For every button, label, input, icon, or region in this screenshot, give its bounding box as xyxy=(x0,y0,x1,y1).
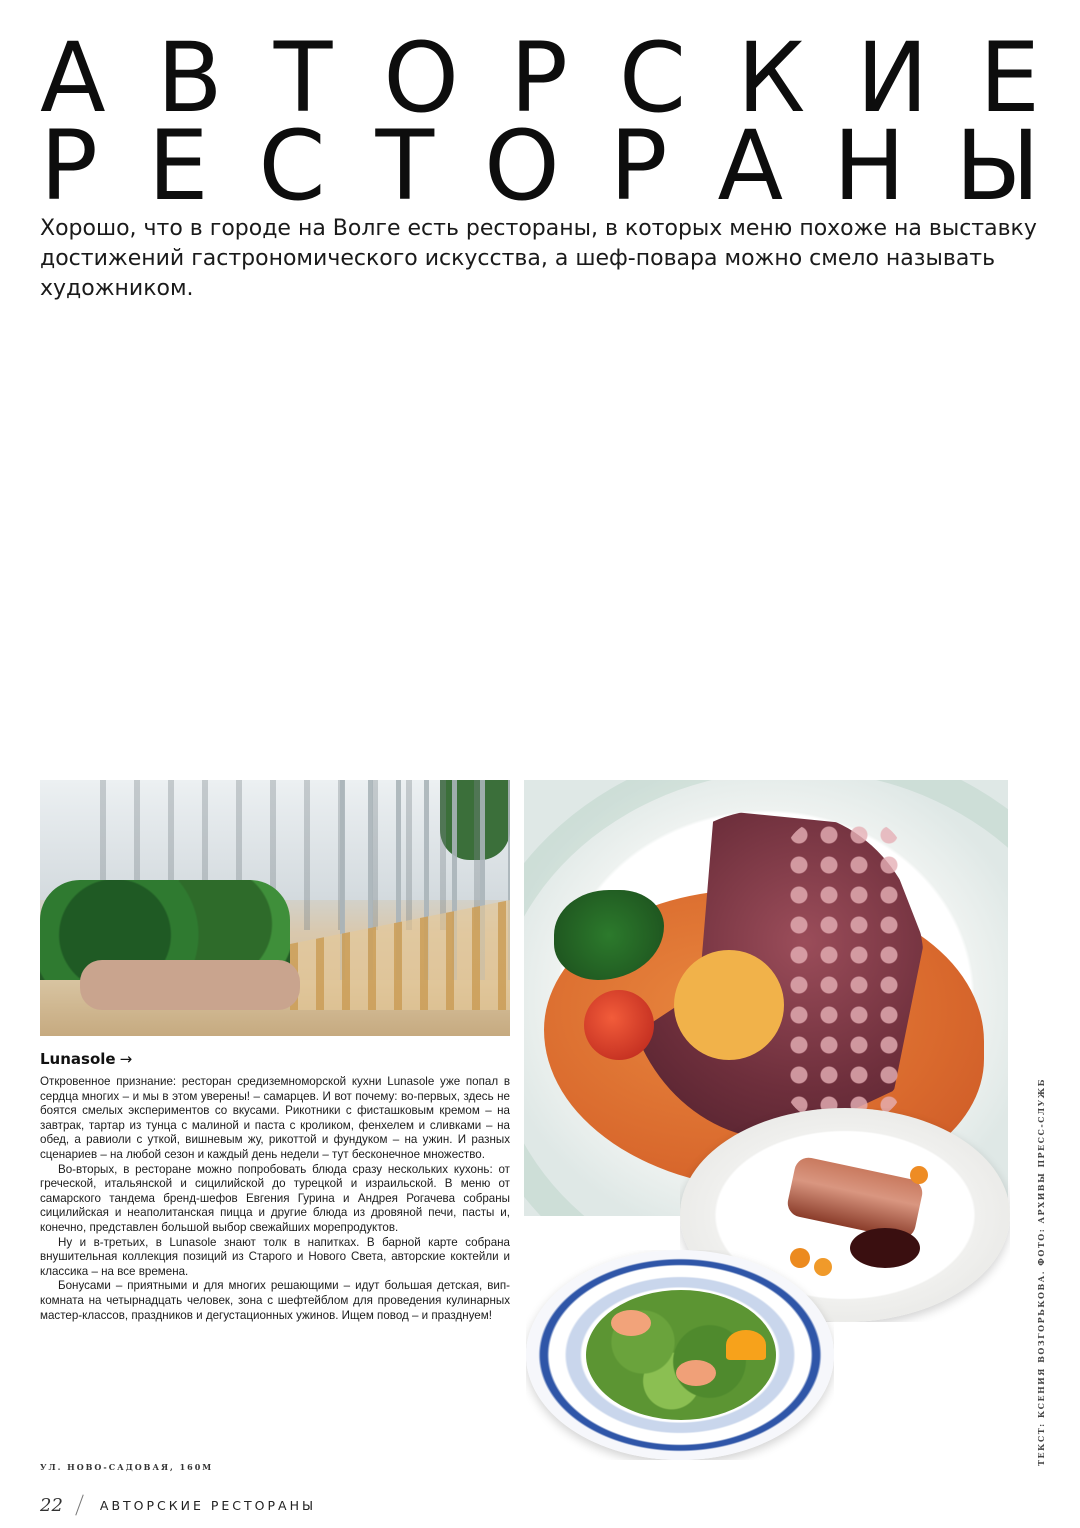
lead-paragraph: Хорошо, что в городе на Волге есть рестораны, в которых меню похоже на выставку достижений гастрономического искусства, а шеф-повара можно смело называть художником. xyxy=(40,216,1037,301)
title-letter: О xyxy=(484,110,560,222)
title-letter: А xyxy=(40,22,106,134)
article-body xyxy=(40,1075,510,1323)
title-letter: Е xyxy=(147,110,209,222)
terrace-photo xyxy=(40,780,510,1036)
title-letter: Е xyxy=(979,22,1040,134)
restaurant-name xyxy=(40,1050,132,1068)
article-paragraph: Ну и в-третьих, в Lunasole знают толк в напитках. В барной карте собрана внушительная коллекция позиций из Старого и Нового Света, авторские коктейли и классика – на все времена. xyxy=(40,1235,510,1278)
title-letter: Т xyxy=(375,110,435,222)
title-letter: Р xyxy=(40,110,98,222)
footer-divider xyxy=(75,1494,83,1515)
article-paragraph: Бонусами – приятными и для многих решающими – идут большая детская, вип-комната на четырнадцать человек, зона с шефтейблом для проведения кулинарных мастер-классов, праздников и дегустационных ужинов. Ищем повод – и празднуем! xyxy=(40,1279,510,1322)
title-letter: О xyxy=(383,22,459,134)
title-letter: Н xyxy=(833,110,906,222)
title-letter: Р xyxy=(510,22,568,134)
page-title-line-2 xyxy=(40,110,1040,222)
title-letter: А xyxy=(717,110,784,222)
title-letter: Т xyxy=(273,22,333,134)
title-letter: С xyxy=(619,22,687,134)
title-letter: Р xyxy=(609,110,668,222)
restaurant-name-text: Lunasole xyxy=(40,1050,116,1068)
title-letter: Ы xyxy=(955,110,1040,222)
article-paragraph: Во-вторых, в ресторане можно попробовать блюда сразу нескольких кухонь: от греческой, итальянской и сицилийской до турецкой и израильской. В меню от самарского тандема бренд-шефов Евгения Гурина и Андрея Рогачева собраны сицилийская и неаполитанская пицца и другие блюда из дровяной печи, пасты и, конечно, представлен большой выбор свежайших морепродуктов. xyxy=(40,1162,510,1234)
photo-credit: ТЕКСТ: КСЕНИЯ ВОЗГОРЬКОВА. ФОТО: АРХИВЫ ПРЕСС-СЛУЖБ xyxy=(1036,1078,1046,1466)
title-letter: С xyxy=(258,110,326,222)
title-letter: И xyxy=(856,22,929,134)
page-footer xyxy=(40,1494,316,1516)
section-name: АВТОРСКИЕ РЕСТОРАНЫ xyxy=(99,1497,317,1513)
restaurant-address: УЛ. НОВО-САДОВАЯ, 160М xyxy=(40,1462,214,1472)
title-letter: К xyxy=(737,22,806,134)
page-number: 22 xyxy=(40,1494,63,1516)
article-paragraph: Откровенное признание: ресторан средиземноморской кухни Lunasole уже попал в сердца многих – и мы в этом уверены! – самарцев. И вот почему: во-первых, здесь не боятся смелых экспериментов со вкусами. Рикотники с фисташковым кремом – на завтрак, тартар из тунца с малиной и паста с кроликом, фенхелем и сливками – на обед, а равиоли с уткой, вишневым жу, рикоттой и фундуком – на ужин. И разных сценариев – на любой сезон и каждый день недели – тут бесконечное множество. xyxy=(40,1075,510,1161)
salad-dish-photo xyxy=(526,1250,834,1460)
arrow-right-icon: → xyxy=(119,1050,133,1068)
title-letter: В xyxy=(156,22,223,134)
